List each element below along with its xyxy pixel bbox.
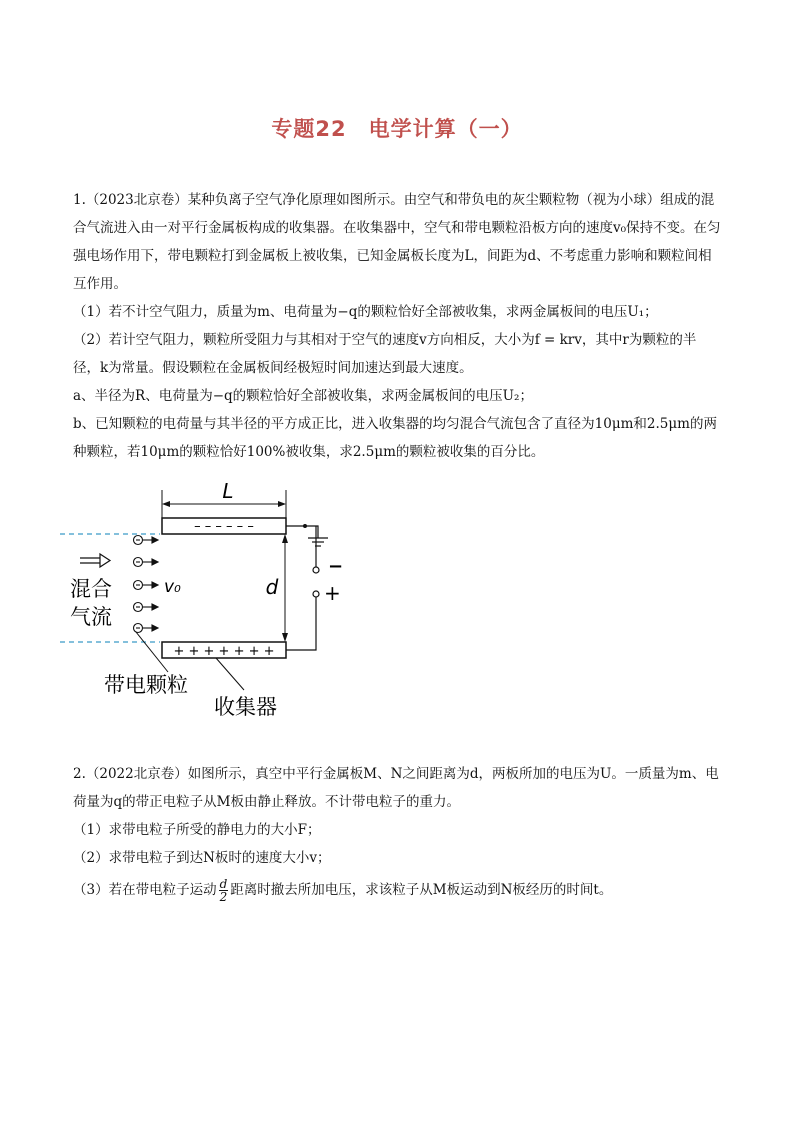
collector-figure	[60, 482, 360, 722]
negative-terminal	[313, 567, 319, 573]
q2-stem-text: 如图所示，真空中平行金属板M、N之间距离为d，两板所加的电压为U。一质量为m、电荷量为q的带正电粒子从M板由静止释放。不计带电粒子的重力。	[73, 766, 719, 810]
half-d-fraction: $\frac{d}{2}$	[219, 877, 228, 904]
positive-terminal	[313, 591, 319, 597]
q1-stem	[73, 186, 723, 298]
q1-part-b: b、已知颗粒的电荷量与其半径的平方成正比，进入收集器的均匀混合气流包含了直径为10μm和2.5μm的两种颗粒，若10μm的颗粒恰好100%被收集，求2.5μm的颗粒被收集的百分比。	[73, 416, 717, 460]
q1-header: 1.（2023北京卷）	[73, 192, 188, 208]
gap-label: d	[265, 575, 279, 599]
positive-terminal-label: +	[324, 581, 341, 605]
q2-header: 2.（2022北京卷）	[73, 766, 188, 782]
q2-part-1: （1）求带电粒子所受的静电力的大小F；	[73, 822, 321, 838]
question-1	[73, 186, 723, 466]
q1-part-2: （2）若计空气阻力，颗粒所受阻力与其相对于空气的速度v方向相反，大小为f = krv，其中r为颗粒的半径，k为常量。假设颗粒在金属板间经极短时间加速达到最大速度。	[73, 332, 697, 376]
page-title: 专题22 电学计算（一）	[271, 117, 523, 141]
velocity-label: v₀	[164, 577, 181, 597]
collector-label: 收集器	[214, 695, 277, 719]
q1-part-a: a、半径为R、电荷量为−q的颗粒恰好全部被收集，求两金属板间的电压U₂；	[73, 388, 533, 404]
particles	[134, 536, 159, 633]
q1-stem-text: 某种负离子空气净化原理如图所示。由空气和带负电的灰尘颗粒物（视为小球）组成的混合气流进入由一对平行金属板构成的收集器。在收集器中，空气和带电颗粒沿板方向的速度v₀保持不变。在匀强电场作用下，带电颗粒打到金属板上被收集，已知金属板长度为L，间距为d、不考虑重力影响和颗粒间相互作用。	[73, 192, 721, 292]
negative-terminal-label: −	[328, 556, 344, 577]
negative-plate-signs: – – – – – –	[194, 519, 254, 534]
q1-part-1: （1）若不计空气阻力，质量为m、电荷量为−q的颗粒恰好全部被收集，求两金属板间的电压U₁；	[73, 304, 658, 320]
q2-stem	[73, 760, 723, 816]
flow-label-line1: 混合	[70, 577, 112, 601]
flow-arrow-icon	[80, 554, 110, 567]
q2-part-3: （3）若在带电粒子运动 $\frac{d}{2}$ 距离时撤去所加电压，求该粒子从M板运动到N板经历的时间t。	[73, 877, 613, 904]
length-label: L	[222, 482, 234, 503]
q2-part-2: （2）求带电粒子到达N板时的速度大小v；	[73, 850, 331, 866]
question-2	[73, 760, 723, 904]
particle-label: 带电颗粒	[104, 673, 188, 697]
positive-plate-signs: + + + + + + +	[173, 644, 275, 659]
flow-label-line2: 气流	[70, 605, 112, 629]
